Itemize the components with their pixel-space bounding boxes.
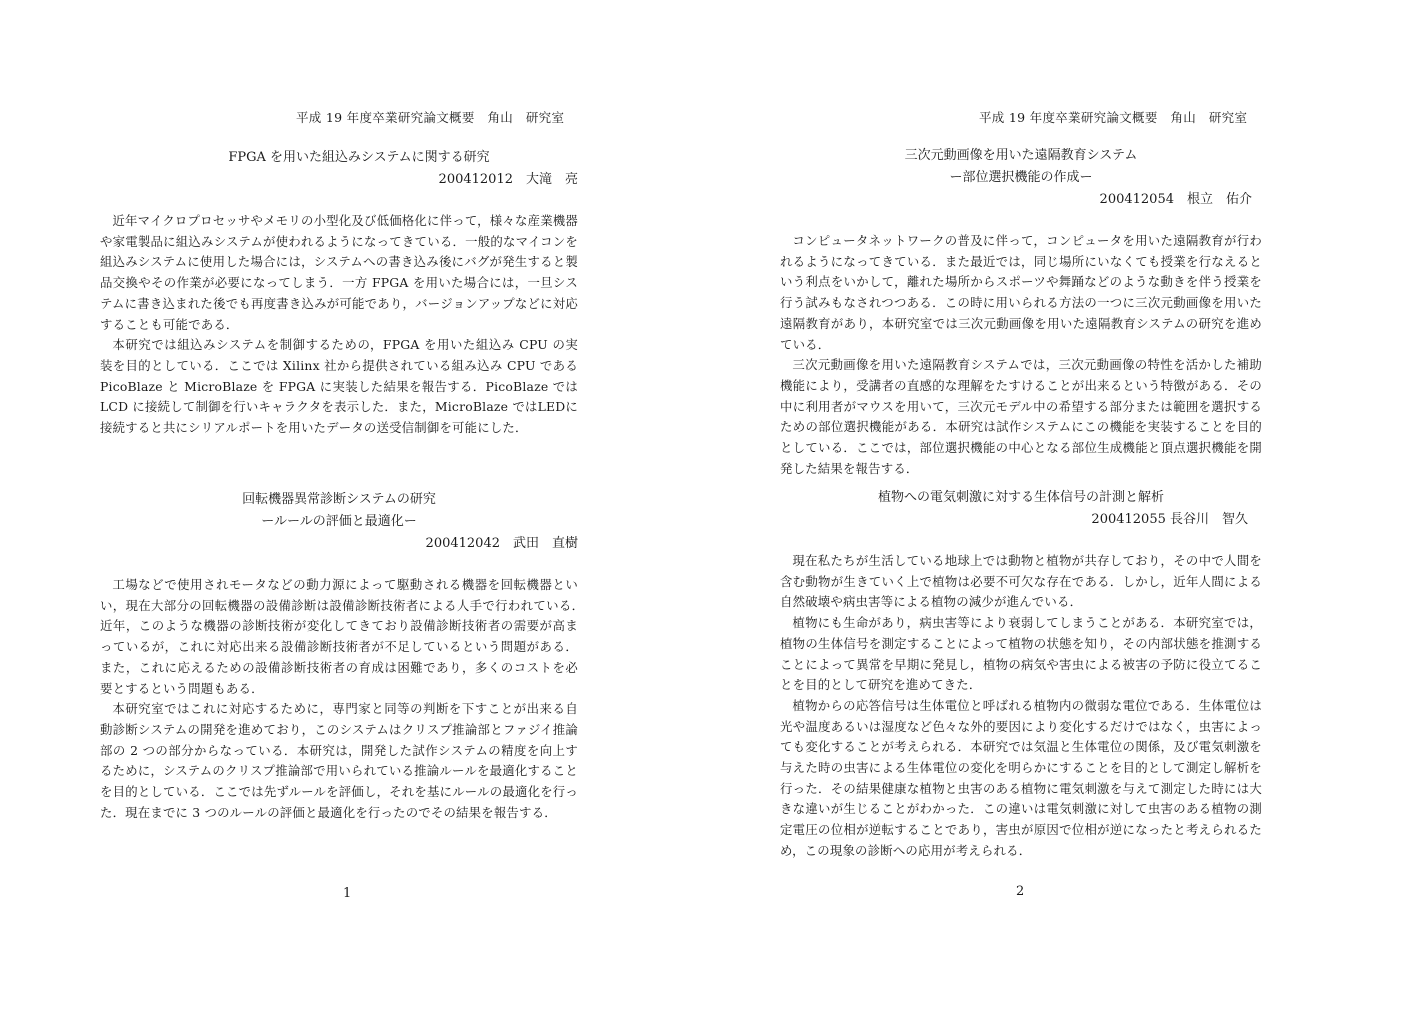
paragraph: 本研究では組込みシステムを制御するための，FPGA を用いた組込み CPU の実装を目的としている．ここでは Xilinx 社から提供されている組み込み CPU である PicoBlaze と MicroBlaze を FPGA に実装した結果を報告する．PicoBlaze では LCD に接続して制御を行いキャラクタを表示した．また，MicroBlaze ではLEDに接続すると共にシリアルポートを用いたデータの送受信制御を可能にした． [100, 337, 578, 436]
abstract-section [780, 145, 1262, 479]
abstract-section [100, 489, 591, 823]
abstract-body [780, 231, 1262, 479]
abstract-title: FPGA を用いた組込みシステムに関する研究 [228, 150, 490, 165]
abstract-subtitle: ー部位選択機能の作成ー [949, 170, 1093, 185]
author-line: 200412054 根立 佑介 [1099, 192, 1252, 207]
page-number: 1 [343, 886, 352, 901]
paragraph: 植物からの応答信号は生体電位と呼ばれる植物内の微弱な電位である．生体電位は光や温度あるいは湿度など色々な外的要因により変化するだけではなく，虫害によっても変化することが考えられる．本研究では気温と生体電位の関係，及び電気刺激を与えた時の虫害による生体電位の変化を明らかにすることを目的として測定し解析を行った．その結果健康な植物と虫害のある植物に電気刺激を与えて測定した時には大きな違いが生じることがわかった．この違いは電気刺激に対して虫害のある植物の測定電圧の位相が逆転することであり，害虫が原因で位相が逆になったと考えられるため，この現象の診断への応用が考えられる． [780, 697, 1262, 858]
paragraph: 植物にも生命があり，病虫害等により衰弱してしまうことがある．本研究室では，植物の生体信号を測定することによって植物の状態を知り，その内部状態を推測することによって異常を早期に発見し，植物の病気や害虫による被害の予防に役立てることを目的として研究を進めてきた． [780, 615, 1262, 693]
page-number: 2 [1016, 884, 1025, 899]
author-line: 200412042 武田 直樹 [425, 536, 578, 551]
abstract-title: 回転機器異常診断システムの研究 [242, 492, 436, 507]
abstract-section [100, 147, 578, 439]
paragraph: コンピュータネットワークの普及に伴って，コンピュータを用いた遠隔教育が行われるようになってきている．また最近では，同じ場所にいなくても授業を行なえるという利点をいかして，離れた場所からスポーツや舞踊などのような動きを伴う授業を行う試みもなされつつある．この時に用いられる方法の一つに三次元動画像を用いた遠隔教育があり，本研究室では三次元動画像を用いた遠隔教育システムの研究を進めている． [780, 233, 1262, 352]
abstract-title: 三次元動画像を用いた遠隔教育システム [904, 148, 1138, 163]
abstract-title: 植物への電気刺激に対する生体信号の計測と解析 [877, 490, 1164, 505]
paragraph: 現在私たちが生活している地球上では動物と植物が共存しており，その中で人間を含む動物が生きていく上で植物は必要不可欠な存在である．しかし，近年人間による自然破壊や病虫害等による植物の減少が進んでいる． [780, 553, 1262, 610]
paragraph: 工場などで使用されモータなどの動力源によって駆動される機器を回転機器といい，現在大部分の回転機器の設備診断は設備診断技術者による人手で行われている． 近年，このような機器の診断技術が変化してきており設備診断技術者の需要が高まっているが，これに対応出来る設備診断技術者が不足しているという問題がある．また，これに応えるための設備診断技術者の育成は困難であり，多くのコストを必要とするという問題もある． [100, 577, 591, 696]
paragraph: 本研究室ではこれに対応するために，専門家と同等の判断を下すことが出来る自動診断システムの開発を進めており，このシステムはクリスプ推論部とファジイ推論部の 2 つの部分からなっている．本研究は，開発した試作システムの精度を向上するために，システムのクリスプ推論部で用いられている推論ルールを最適化することを目的としている．ここでは先ずルールを評価し，それを基にルールの最適化を行った．現在までに 3 つのルールの評価と最適化を行ったのでその結果を報告する． [100, 701, 578, 820]
abstract-body [100, 575, 591, 823]
paragraph: 三次元動画像を用いた遠隔教育システムでは，三次元動画像の特性を活かした補助機能により，受講者の直感的な理解をたすけることが出来るという特徴がある．その中に利用者がマウスを用いて，三次元モデル中の希望する部分または範囲を選択するための部位選択機能がある．本研究は試作システムにこの機能を実装することを目的としている．ここでは，部位選択機能の中心となる部位生成機能と頂点選択機能を開発した結果を報告する． [780, 357, 1262, 476]
abstract-section [780, 487, 1262, 862]
document-page-2 [700, 0, 1403, 1020]
page-header: 平成 19 年度卒業研究論文概要 角山 研究室 [296, 110, 565, 125]
abstract-body [780, 551, 1262, 862]
abstract-subtitle: ールールの評価と最適化ー [261, 514, 417, 529]
paragraph: 近年マイクロプロセッサやメモリの小型化及び低価格化に伴って，様々な産業機器や家電製品に組込みシステムが使われるようになってきている．一般的なマイコンを組込みシステムに使用した場合には，システムへの書き込み後にバグが発生すると製品交換やその作業が必要になってしまう．一方 FPGA を用いた場合には，一旦システムに書き込まれた後でも再度書き込みが可能であり，バージョンアップなどに対応することも可能である． [100, 213, 578, 332]
author-line: 200412055 長谷川 智久 [1091, 512, 1248, 527]
author-line: 200412012 大滝 亮 [438, 172, 578, 187]
document-page-1 [0, 0, 700, 1020]
abstract-body [100, 211, 578, 439]
page-header: 平成 19 年度卒業研究論文概要 角山 研究室 [979, 110, 1248, 125]
